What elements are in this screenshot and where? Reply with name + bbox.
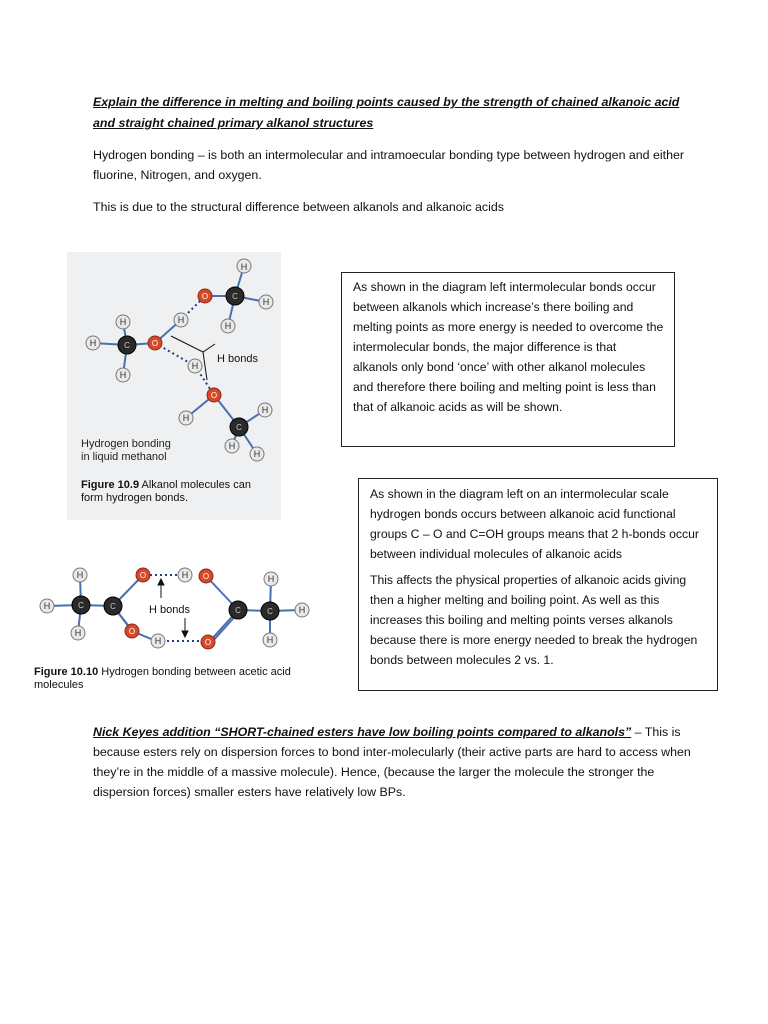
svg-text:H: H: [267, 574, 275, 584]
svg-text:O: O: [139, 571, 147, 580]
alkanol-explanation-text: As shown in the diagram left intermolecular bonds occur between alkanols which increase’s there boiling and melting points as more energy is needed to overcome the intermolecular bonds, the major difference is that alkanols only bond ‘once’ with other alkanol molecules and therefore there boiling and melting point is less than that of alkanoic acids as will be shown.: [353, 280, 664, 414]
figure-caption-line2: form hydrogen bonds.: [81, 492, 189, 504]
svg-text:H: H: [76, 570, 84, 580]
svg-text:H: H: [224, 321, 232, 331]
svg-text:O: O: [204, 638, 212, 647]
nick-keyes-addition: [93, 722, 693, 802]
hydrogen-bonding-definition: Hydrogen bonding – is both an intermolecular and intramoecular bonding type between hydrogen and either fluorine, Nitrogen, and oxygen.: [93, 148, 685, 182]
alkanoic-acid-explanation-box: [358, 478, 718, 691]
figure-caption-line2: molecules: [34, 679, 84, 691]
svg-text:H: H: [240, 262, 248, 272]
figure-methanol-hbonds: [67, 252, 281, 520]
svg-text:H: H: [253, 449, 261, 459]
svg-text:O: O: [201, 292, 209, 301]
svg-text:H: H: [228, 441, 236, 451]
svg-text:O: O: [202, 572, 210, 581]
svg-text:H: H: [191, 361, 199, 371]
alkanol-explanation-box: [341, 272, 675, 447]
svg-text:H: H: [177, 315, 185, 325]
page-heading: Explain the difference in melting and boiling points caused by the strength of chained alkanoic acid and straight chained primary alkanol structures: [93, 95, 680, 130]
svg-text:H: H: [119, 370, 127, 380]
svg-text:C: C: [110, 602, 116, 611]
svg-text:H: H: [89, 338, 97, 348]
svg-text:H: H: [181, 570, 189, 580]
svg-text:H: H: [262, 297, 270, 307]
figure-acetic-acid-hbonds: [30, 562, 330, 694]
svg-text:O: O: [128, 627, 136, 636]
structural-difference-sentence: This is due to the structural difference between alkanols and alkanoic acids: [93, 200, 504, 214]
svg-text:C: C: [236, 423, 242, 432]
alkanoic-acid-explanation-p2: This affects the physical properties of alkanoic acids giving then a higher melting and boiling point. As well as this increases this boiling and melting points verses alkanols because there is more energy needed to break the hydrogen bonds between molecules 2 vs. 1.: [370, 573, 698, 667]
svg-text:H: H: [43, 601, 51, 611]
hbonds-label: H bonds: [149, 604, 190, 616]
figure-caption-line1: Figure 10.9 Alkanol molecules can: [81, 479, 251, 491]
figure-caption-line1: Figure 10.10 Hydrogen bonding between acetic acid: [34, 666, 291, 678]
svg-text:C: C: [232, 292, 238, 301]
svg-text:C: C: [78, 601, 84, 610]
svg-text:H: H: [261, 405, 269, 415]
svg-text:C: C: [124, 341, 130, 350]
svg-text:O: O: [151, 339, 159, 348]
svg-text:C: C: [267, 607, 273, 616]
svg-text:H: H: [154, 636, 162, 646]
hbonds-label: H bonds: [217, 353, 258, 365]
svg-text:H: H: [182, 413, 190, 423]
svg-text:H: H: [266, 635, 274, 645]
svg-text:H: H: [119, 317, 127, 327]
svg-text:H: H: [298, 605, 306, 615]
nick-keyes-lead: Nick Keyes addition “SHORT-chained esters have low boiling points compared to alkanols”: [93, 725, 632, 739]
svg-text:H: H: [74, 628, 82, 638]
svg-text:O: O: [210, 391, 218, 400]
svg-text:C: C: [235, 606, 241, 615]
alkanoic-acid-explanation-p1: As shown in the diagram left on an intermolecular scale hydrogen bonds occurs between alkanoic acid functional groups C – O and C=OH groups means that 2 h-bonds occur between individual molecules of alkanoic acids: [370, 487, 699, 561]
nick-keyes-body: – This is because esters rely on dispersion forces to bond inter-molecularly (their active parts are hard to access when they’re in the middle of a massive molecule). Hence, (because the larger the molecule the stronger the dispersion forces) smaller esters have relatively low BPs.: [93, 725, 691, 799]
figure-note-line1: Hydrogen bonding: [81, 438, 171, 450]
figure-note-line2: in liquid methanol: [81, 451, 167, 463]
